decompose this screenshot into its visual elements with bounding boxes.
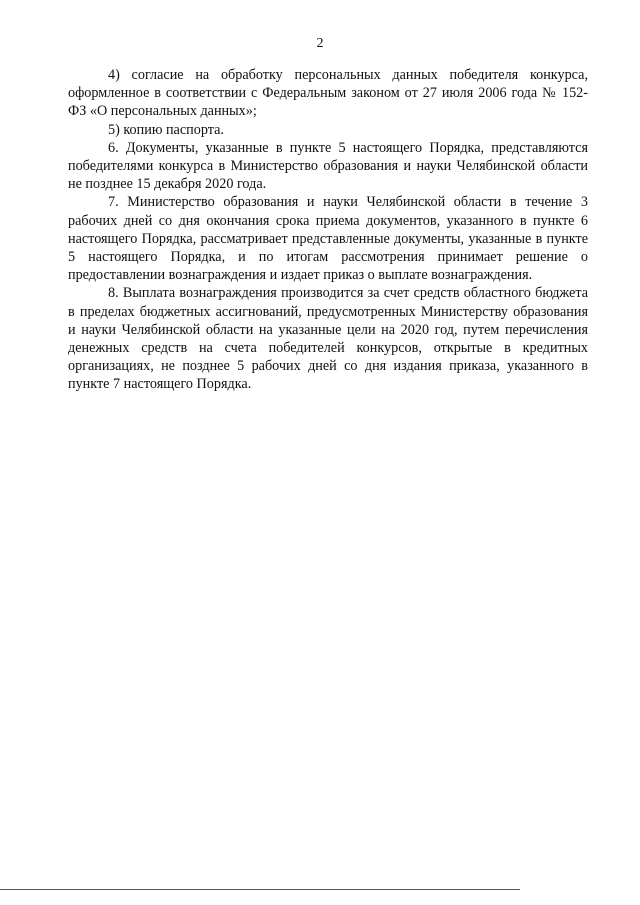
document-body	[68, 66, 588, 394]
page-number: 2	[316, 36, 324, 51]
paragraph-clause-7: 7. Министерство образования и науки Челябинской области в течение 3 рабочих дней со дня окончания срока приема документов, указанного в пункте 6 настоящего Порядка, рассматривает представленные документы, указанные в пункте 5 настоящего Порядка, и по итогам рассмотрения принимает решение о предоставлении вознаграждения и издает приказ о выплате вознаграждения.	[68, 194, 588, 284]
paragraph-clause-6: 6. Документы, указанные в пункте 5 настоящего Порядка, представляются победителями конкурса в Министерство образования и науки Челябинской области не позднее 15 декабря 2020 года.	[68, 139, 588, 193]
paragraph-item-4: 4) согласие на обработку персональных данных победителя конкурса, оформленное в соответствии с Федеральным законом от 27 июля 2006 года № 152-ФЗ «О персональных данных»;	[68, 67, 588, 120]
paragraph-clause-8: 8. Выплата вознаграждения производится за счет средств областного бюджета в пределах бюджетных ассигнований, предусмотренных Министерству образования и науки Челябинской области на указанные цели на 2020 год, путем перечисления денежных средств на счета победителей конкурсов, открытые в кредитных организациях, не позднее 5 рабочих дней со дня издания приказа, указанного в пункте 7 настоящего Порядка.	[68, 285, 588, 393]
paragraph-item-5: 5) копию паспорта.	[108, 121, 224, 138]
bottom-divider	[0, 889, 520, 890]
